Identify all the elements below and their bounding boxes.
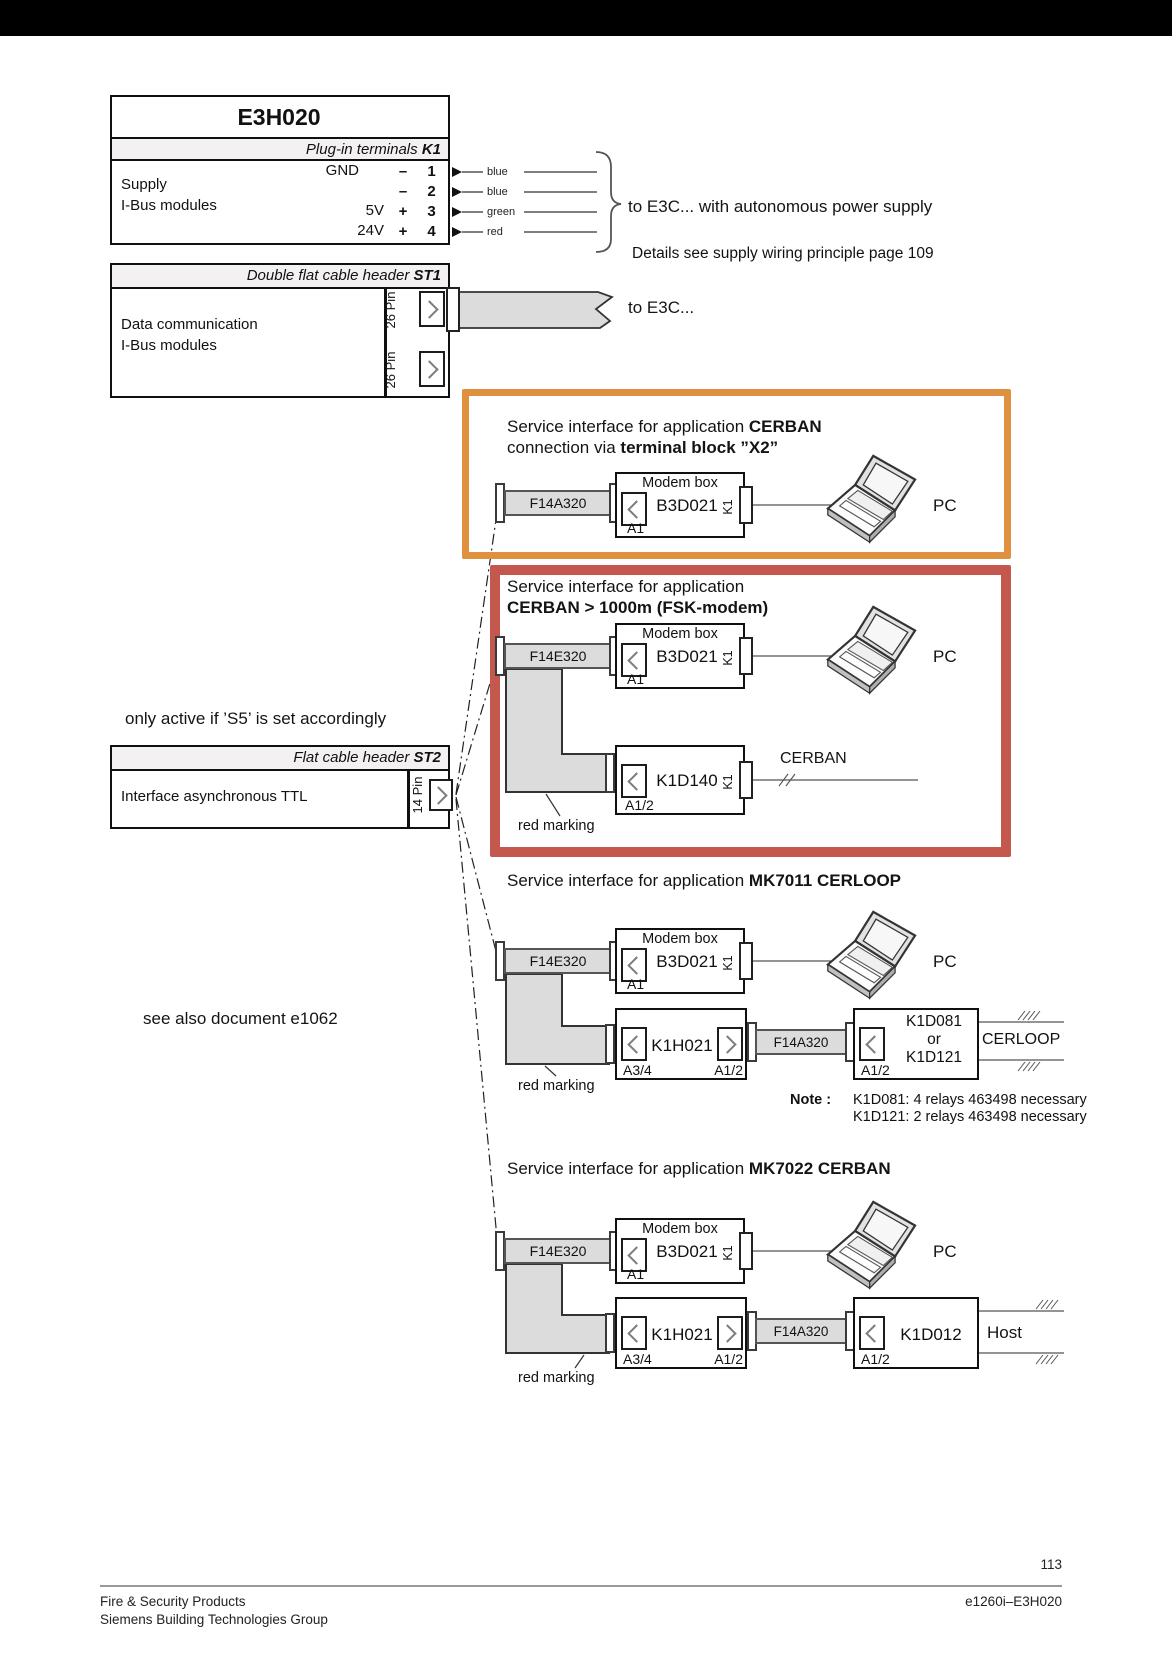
st2-connector	[429, 779, 453, 811]
ibus-modules-label: I-Bus modules	[121, 337, 217, 354]
chevron-left-icon	[627, 1035, 645, 1053]
k1-port-tab	[739, 761, 753, 799]
a12-label: A1/2	[861, 1062, 890, 1078]
modem-box-title: Modem box	[642, 1221, 718, 1237]
terminal-sign: +	[398, 223, 408, 240]
k1-port-label: K1	[721, 650, 735, 666]
s5-note: only active if ’S5’ is set accordingly	[125, 709, 387, 728]
k1h021-box	[615, 1297, 747, 1369]
device-label: K1H021	[651, 1036, 713, 1055]
a34-label: A3/4	[623, 1351, 652, 1367]
chevron-left-icon	[627, 1324, 645, 1342]
footer-org-line2: Siemens Building Technologies Group	[100, 1612, 328, 1627]
modem-box-title: Modem box	[642, 475, 718, 491]
chevron-left-icon	[627, 956, 645, 974]
data-communication-label: Data communication	[121, 316, 258, 333]
pc-label: PC	[933, 1242, 957, 1261]
async-ttl-label: Interface asynchronous TTL	[121, 788, 308, 805]
chevron-left-icon	[627, 651, 645, 669]
device-label: B3D021	[656, 496, 718, 515]
device-label: K1D012	[900, 1325, 962, 1344]
k1-port-tab	[739, 637, 753, 675]
device-label-multi: K1D081 or K1D121	[905, 1013, 962, 1066]
st1-ribbon-cable	[458, 292, 612, 328]
cable-label: F14A320	[773, 1034, 829, 1050]
supply-wires	[452, 167, 597, 237]
device-left-connector	[621, 1316, 647, 1350]
cable-label: F14E320	[529, 648, 587, 664]
wire-color-label: blue	[487, 186, 508, 198]
device-left-connector	[859, 1027, 885, 1061]
red-marking-label: red marking	[518, 1078, 595, 1094]
device-left-connector	[859, 1316, 885, 1350]
a1-label: A1	[627, 976, 645, 992]
modem-box-b3d021	[615, 623, 745, 689]
k1-port-label: K1	[721, 1245, 735, 1261]
laptop-icon	[826, 908, 926, 1003]
modem-box-title: Modem box	[642, 931, 718, 947]
band-connector	[605, 1313, 615, 1353]
chevron-right-icon	[429, 786, 447, 804]
section2-title: Service interface for application CERBAN > 1000m (FSK-modem)	[507, 577, 769, 617]
chevron-left-icon	[627, 772, 645, 790]
wire-color-label: green	[487, 206, 516, 218]
k1-port-tab	[739, 942, 753, 980]
band-connector	[605, 1024, 615, 1064]
cerloop-label: CERLOOP	[982, 1031, 1061, 1048]
cerban-label: CERBAN	[780, 750, 847, 767]
device-right-connector	[717, 1027, 743, 1061]
terminal-number: 3	[427, 203, 436, 220]
laptop-icon	[826, 603, 926, 698]
footer-doc-id: e1260i–E3H020	[965, 1594, 1062, 1609]
laptop-icon	[826, 452, 926, 547]
k1-port-tab	[739, 486, 753, 524]
autonomous-supply-note: to E3C... with autonomous power supply	[628, 197, 933, 216]
chevron-right-icon	[718, 1324, 736, 1342]
st2-header-box	[110, 745, 450, 829]
device-label: K1D140	[656, 771, 718, 790]
st1-connector-2	[419, 351, 445, 387]
st1-header-box	[110, 263, 450, 398]
k1d012-box	[853, 1297, 979, 1369]
device-label: K1H021	[651, 1325, 713, 1344]
terminal-sign: –	[398, 183, 408, 200]
ibus-modules-label: I-Bus modules	[121, 197, 217, 214]
gnd-label: GND	[325, 162, 359, 179]
14pin-label: 14 Pin	[410, 776, 425, 814]
chevron-left-icon	[865, 1324, 883, 1342]
to-e3c-label: to E3C...	[628, 298, 695, 317]
wire-color-label: blue	[487, 166, 508, 178]
device-label: B3D021	[656, 952, 718, 971]
module-title: E3H020	[237, 104, 321, 130]
modem-box-b3d021	[615, 1218, 745, 1284]
st1-title-bar: Double flat cable header ST1	[112, 265, 448, 289]
host-label: Host	[987, 1323, 1022, 1342]
device-left-connector	[621, 764, 647, 798]
device-right-connector	[717, 1316, 743, 1350]
cable-label: F14A320	[529, 495, 587, 511]
details-note: Details see supply wiring principle page 109	[632, 245, 934, 262]
red-marking-label: red marking	[518, 818, 595, 834]
page-number: 113	[1040, 1557, 1062, 1572]
modem-box-b3d021	[615, 472, 745, 538]
terminal-sign: –	[398, 163, 408, 180]
supply-label: Supply	[121, 176, 167, 193]
chevron-left-icon	[627, 500, 645, 518]
chevron-left-icon	[627, 1246, 645, 1264]
terminal-sign: +	[398, 203, 408, 220]
device-left-connector	[621, 1027, 647, 1061]
pc-label: PC	[933, 952, 957, 971]
f14a320-cable	[755, 1029, 847, 1055]
k1-port-label: K1	[721, 499, 735, 515]
band-connector	[605, 753, 615, 793]
plug-in-terminals-header: Plug-in terminals K1	[112, 137, 448, 161]
a12-label: A1/2	[714, 1062, 743, 1078]
note-line-1: K1D081: 4 relays 463498 necessary	[853, 1092, 1087, 1108]
brace	[596, 152, 621, 252]
f14e320-cable	[504, 948, 612, 974]
cable-label: F14E320	[529, 1243, 587, 1259]
chevron-right-icon	[420, 360, 438, 378]
chevron-right-icon	[420, 300, 438, 318]
see-also-note: see also document e1062	[143, 1009, 338, 1028]
note-label: Note :	[790, 1092, 832, 1108]
k1-port-tab	[739, 1232, 753, 1270]
footer-rule	[100, 1585, 1062, 1587]
modem-box-b3d021	[615, 928, 745, 994]
terminal-number: 2	[427, 183, 436, 200]
f14e320-cable	[504, 643, 612, 669]
f14a320-cable	[755, 1318, 847, 1344]
red-marking-label: red marking	[518, 1370, 595, 1386]
k1d140-box	[615, 745, 745, 815]
pc-label: PC	[933, 647, 957, 666]
a34-label: A3/4	[623, 1062, 652, 1078]
a12-label: A1/2	[714, 1351, 743, 1367]
k1-port-label: K1	[721, 774, 735, 790]
wire-color-label: red	[487, 226, 503, 238]
k1h021-box	[615, 1008, 747, 1080]
modem-box-title: Modem box	[642, 626, 718, 642]
a1-label: A1	[627, 671, 645, 687]
24v-label: 24V	[357, 222, 384, 239]
laptop-icon	[826, 1198, 926, 1293]
a12-label: A1/2	[861, 1351, 890, 1367]
st2-title-bar: Flat cable header ST2	[112, 747, 448, 771]
device-label: B3D021	[656, 1242, 718, 1261]
section3-title: Service interface for application MK7011 CERLOOP	[507, 871, 902, 890]
st1-connector-1	[419, 291, 445, 327]
k1d081-box	[853, 1008, 979, 1080]
f14a320-cable	[504, 490, 612, 516]
footer-org-line1: Fire & Security Products	[100, 1594, 246, 1609]
k1-port-label: K1	[721, 955, 735, 971]
cable-label: F14E320	[529, 953, 587, 969]
f14e320-cable	[504, 1238, 612, 1264]
section4-title: Service interface for application MK7022 CERBAN	[507, 1159, 891, 1178]
a1-label: A1	[627, 520, 645, 536]
chevron-right-icon	[718, 1035, 736, 1053]
pc-label: PC	[933, 496, 957, 515]
terminal-number: 1	[427, 163, 436, 180]
chevron-left-icon	[865, 1035, 883, 1053]
26pin-label: 26 Pin	[383, 351, 398, 389]
device-label: B3D021	[656, 647, 718, 666]
cable-label: F14A320	[773, 1323, 829, 1339]
26pin-label: 26 Pin	[383, 291, 398, 329]
section1-title: Service interface for application CERBAN connection via terminal block ”X2”	[507, 417, 822, 457]
st1-cable-connector	[446, 287, 460, 332]
5v-label: 5V	[365, 202, 384, 219]
terminal-number: 4	[427, 223, 436, 240]
note-line-2: K1D121: 2 relays 463498 necessary	[853, 1109, 1087, 1125]
a12-label: A1/2	[625, 797, 654, 813]
a1-label: A1	[627, 1266, 645, 1282]
